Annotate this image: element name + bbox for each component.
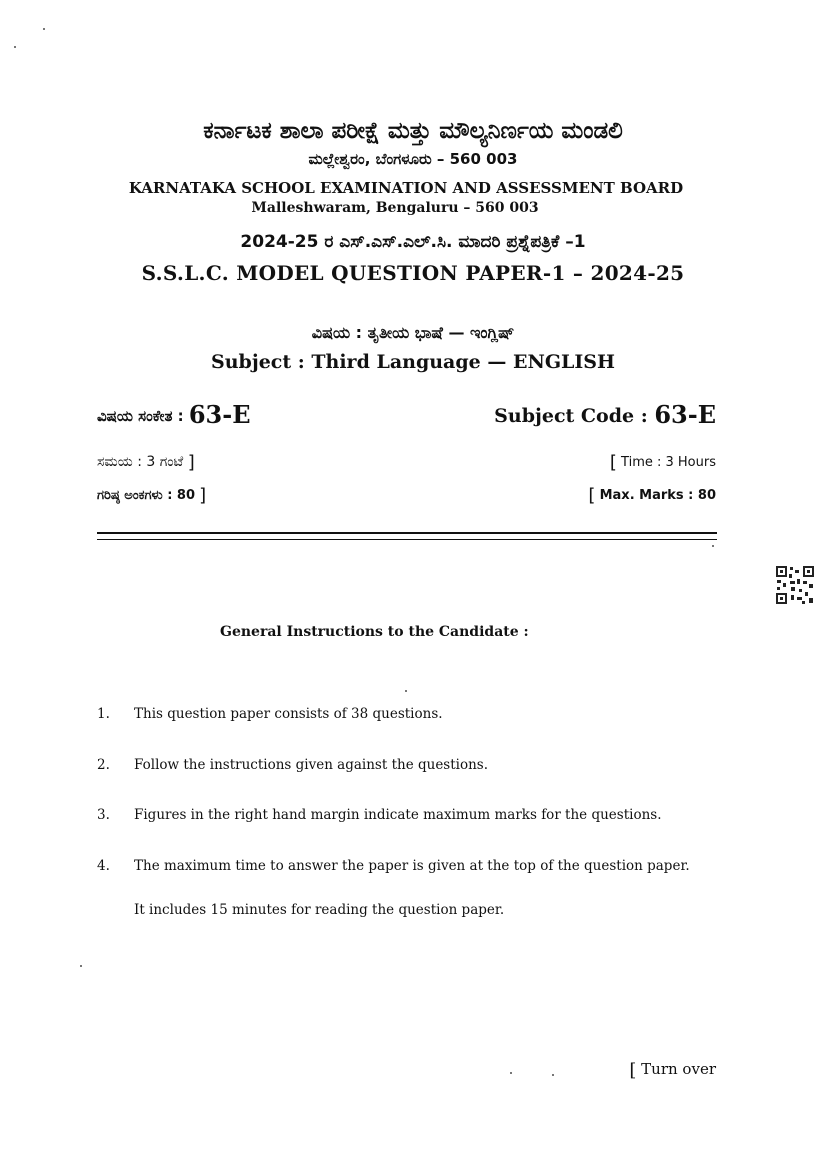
scan-speck [552, 1074, 554, 1076]
scan-speck [43, 28, 45, 30]
marks-kannada [97, 485, 206, 506]
marks-kannada-text: ಗರಿಷ್ಠ ಅಂಕಗಳು : 80 [97, 488, 196, 503]
instruction-number: 1. [97, 706, 110, 722]
time-kannada-text: ಸಮಯ : 3 ಗಂಟೆ [97, 454, 184, 470]
board-name-english: KARNATAKA SCHOOL EXAMINATION AND ASSESSMENT BOARD [128, 179, 684, 197]
paper-title-english: S.S.L.C. MODEL QUESTION PAPER-1 – 2024-25 [141, 261, 685, 285]
time-english-text: Time : 3 Hours [621, 455, 716, 470]
instruction-text: This question paper consists of 38 questions. [134, 706, 443, 722]
paper-title-kannada: 2024-25 ರ ಎಸ್.ಎಸ್.ಎಲ್.ಸಿ. ಮಾದರಿ ಪ್ರಶ್ನೆಪತ್ರಿಕೆ –1 [240, 232, 586, 252]
scan-speck [14, 46, 16, 48]
instruction-text: The maximum time to answer the paper is given at the top of the question paper. [134, 858, 690, 874]
bracket-close: ] [199, 485, 207, 506]
divider-thick [97, 532, 717, 534]
instruction-number: 2. [97, 757, 110, 773]
subject-english: Subject : Third Language — ENGLISH [211, 351, 615, 373]
divider-thin [97, 539, 717, 540]
subject-code-value-english: 63-E [654, 400, 716, 429]
bracket-open: [ [588, 485, 596, 506]
marks-english-text: Max. Marks : 80 [599, 488, 716, 503]
instructions-title: General Instructions to the Candidate : [220, 624, 529, 640]
scan-speck [712, 545, 714, 547]
subject-kannada: ವಿಷಯ : ತೃತೀಯ ಭಾಷೆ — ಇಂಗ್ಲಿಷ್ [311, 323, 515, 342]
bracket-open: [ [609, 452, 617, 473]
scan-speck [80, 965, 82, 967]
marks-english [588, 485, 716, 506]
scan-speck [405, 690, 407, 692]
instruction-number: 4. [97, 858, 110, 874]
time-english [610, 452, 716, 473]
subject-code-label-english: Subject Code : [494, 405, 648, 427]
board-name-kannada: ಕರ್ನಾಟಕ ಶಾಲಾ ಪರೀಕ್ಷೆ ಮತ್ತು ಮೌಲ್ಯನಿರ್ಣಯ ಮಂಡಲಿ [203, 118, 623, 144]
board-address-kannada: ಮಲ್ಲೇಶ್ವರಂ, ಬೆಂಗಳೂರು – 560 003 [308, 150, 518, 168]
subject-code-english [494, 400, 716, 429]
instruction-number: 3. [97, 807, 110, 823]
instruction-text: Follow the instructions given against the questions. [134, 757, 489, 773]
subject-code-kannada [97, 400, 251, 429]
board-address-english: Malleshwaram, Bengaluru – 560 003 [251, 200, 539, 216]
instruction-text: Figures in the right hand margin indicate maximum marks for the questions. [134, 807, 662, 823]
turn-over-text: Turn over [641, 1060, 716, 1078]
subject-code-value: 63-E [188, 400, 251, 429]
time-kannada [97, 452, 195, 473]
subject-code-label-kannada: ವಿಷಯ ಸಂಕೇತ : [97, 407, 184, 425]
turn-over [629, 1060, 716, 1081]
bracket-close: ] [187, 452, 195, 473]
scan-speck [510, 1072, 512, 1074]
qr-code-icon [775, 565, 815, 605]
bracket-open: [ [629, 1060, 637, 1081]
instruction-continuation: It includes 15 minutes for reading the question paper. [134, 902, 505, 918]
